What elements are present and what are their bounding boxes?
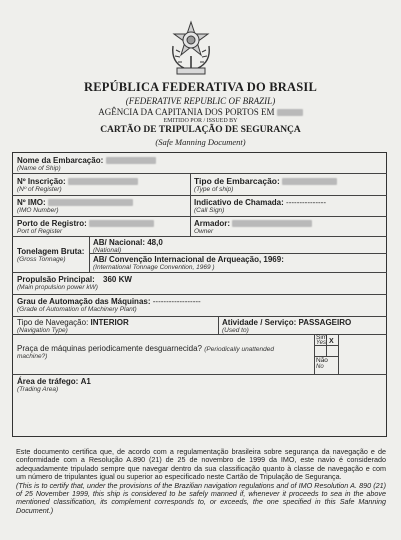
- redacted-register: [68, 178, 138, 185]
- republic-title-en: (FEDERATIVE REPUBLIC OF BRAZIL): [125, 96, 276, 106]
- certification-text: [16, 448, 386, 515]
- navigation-type-field: Tipo de Navegação: INTERIOR (Navigation Type): [17, 318, 129, 334]
- ship-name-field: Nome da Embarcação: (Name of Ship): [17, 156, 377, 172]
- register-number-field: Nº Inscrição: (Nº of Register): [17, 177, 187, 193]
- redacted-owner: [232, 220, 312, 227]
- call-sign-field: Indicativo de Chamada: --------------- (Call Sign): [194, 198, 326, 214]
- redacted-ship-type: [282, 178, 337, 185]
- trading-area-field: Área de tráfego: A1 (Trading Area): [17, 377, 91, 393]
- redacted-port-register: [89, 220, 154, 227]
- document-title-en: (Safe Manning Document): [155, 137, 246, 147]
- no-cell: Não No: [316, 357, 328, 370]
- national-tonnage-field: AB/ Nacional: 48,0 (National): [93, 238, 163, 254]
- main-propulsion-field: Propulsão Principal: 360 KW (Main propulsion power kW): [17, 275, 132, 291]
- brazil-coat-of-arms-icon: [168, 20, 214, 76]
- automation-grade-field: Grau de Automação das Máquinas: ------------------ (Grade of Automation of Machinery Plant): [17, 297, 201, 313]
- gross-tonnage-field: Tonelagem Bruta: (Gross Tonnage): [17, 247, 85, 263]
- agency-line: AGÊNCIA DA CAPITANIA DOS PORTOS EM: [0, 107, 401, 117]
- republic-title: REPÚBLICA FEDERATIVA DO BRASIL: [83, 80, 318, 94]
- activity-field: Atividade / Serviço: PASSAGEIRO (Used to): [222, 318, 352, 334]
- ship-type-field: Tipo de Embarcação: (Type of ship): [194, 177, 384, 193]
- imo-number-field: Nº IMO: (IMO Number): [17, 198, 187, 214]
- owner-field: Armador: Owner: [194, 219, 384, 235]
- redacted-ship-name: [106, 157, 156, 164]
- certification-text-pt: Este documento certifica que, de acordo com a regulamentação brasileira sobre segurança da navegação e de conformidade com a Resolução A.890 (21) de 25 de novembro de 1999 da IMO, este navio é considerado adequadamente tripulado sempre que navegar dentro da sua classificação quanto à classe de navegação e com um número de tripulantes igual ou superior ao especificado neste Cartão de Tripulação de Segurança.: [16, 447, 386, 482]
- certification-text-en: (This is to certify that, under the provisions of the Brazilian navigation regulations and of IMO Resolution A. 890 (21) of 25 November 1999, this ship is considered to be safely manned if, whenever it proceeds to sea in the above mentioned classification, its complement corresponds to, or exceeds, the one specified in this Safe Manning Document.): [16, 480, 386, 515]
- port-of-register-field: Porto de Registro: Port of Register: [17, 219, 187, 235]
- issued-by: EMITIDO POR / ISSUED BY: [163, 118, 238, 124]
- document-title: CARTÃO DE TRIPULAÇÃO DE SEGURANÇA: [100, 125, 301, 135]
- redacted-port: [277, 109, 303, 116]
- unattended-machinery-field: Praça de máquinas periodicamente desguarnecida? (Periodically unattended machine?): [17, 344, 274, 360]
- international-tonnage-field: AB/ Convenção Internacional de Arqueação, 1969: (International Tonnage Convention, 1969 ): [93, 255, 284, 271]
- redacted-imo: [48, 199, 133, 206]
- yes-checkbox-mark: X: [329, 338, 334, 345]
- yes-cell: Sim Yes: [316, 334, 328, 346]
